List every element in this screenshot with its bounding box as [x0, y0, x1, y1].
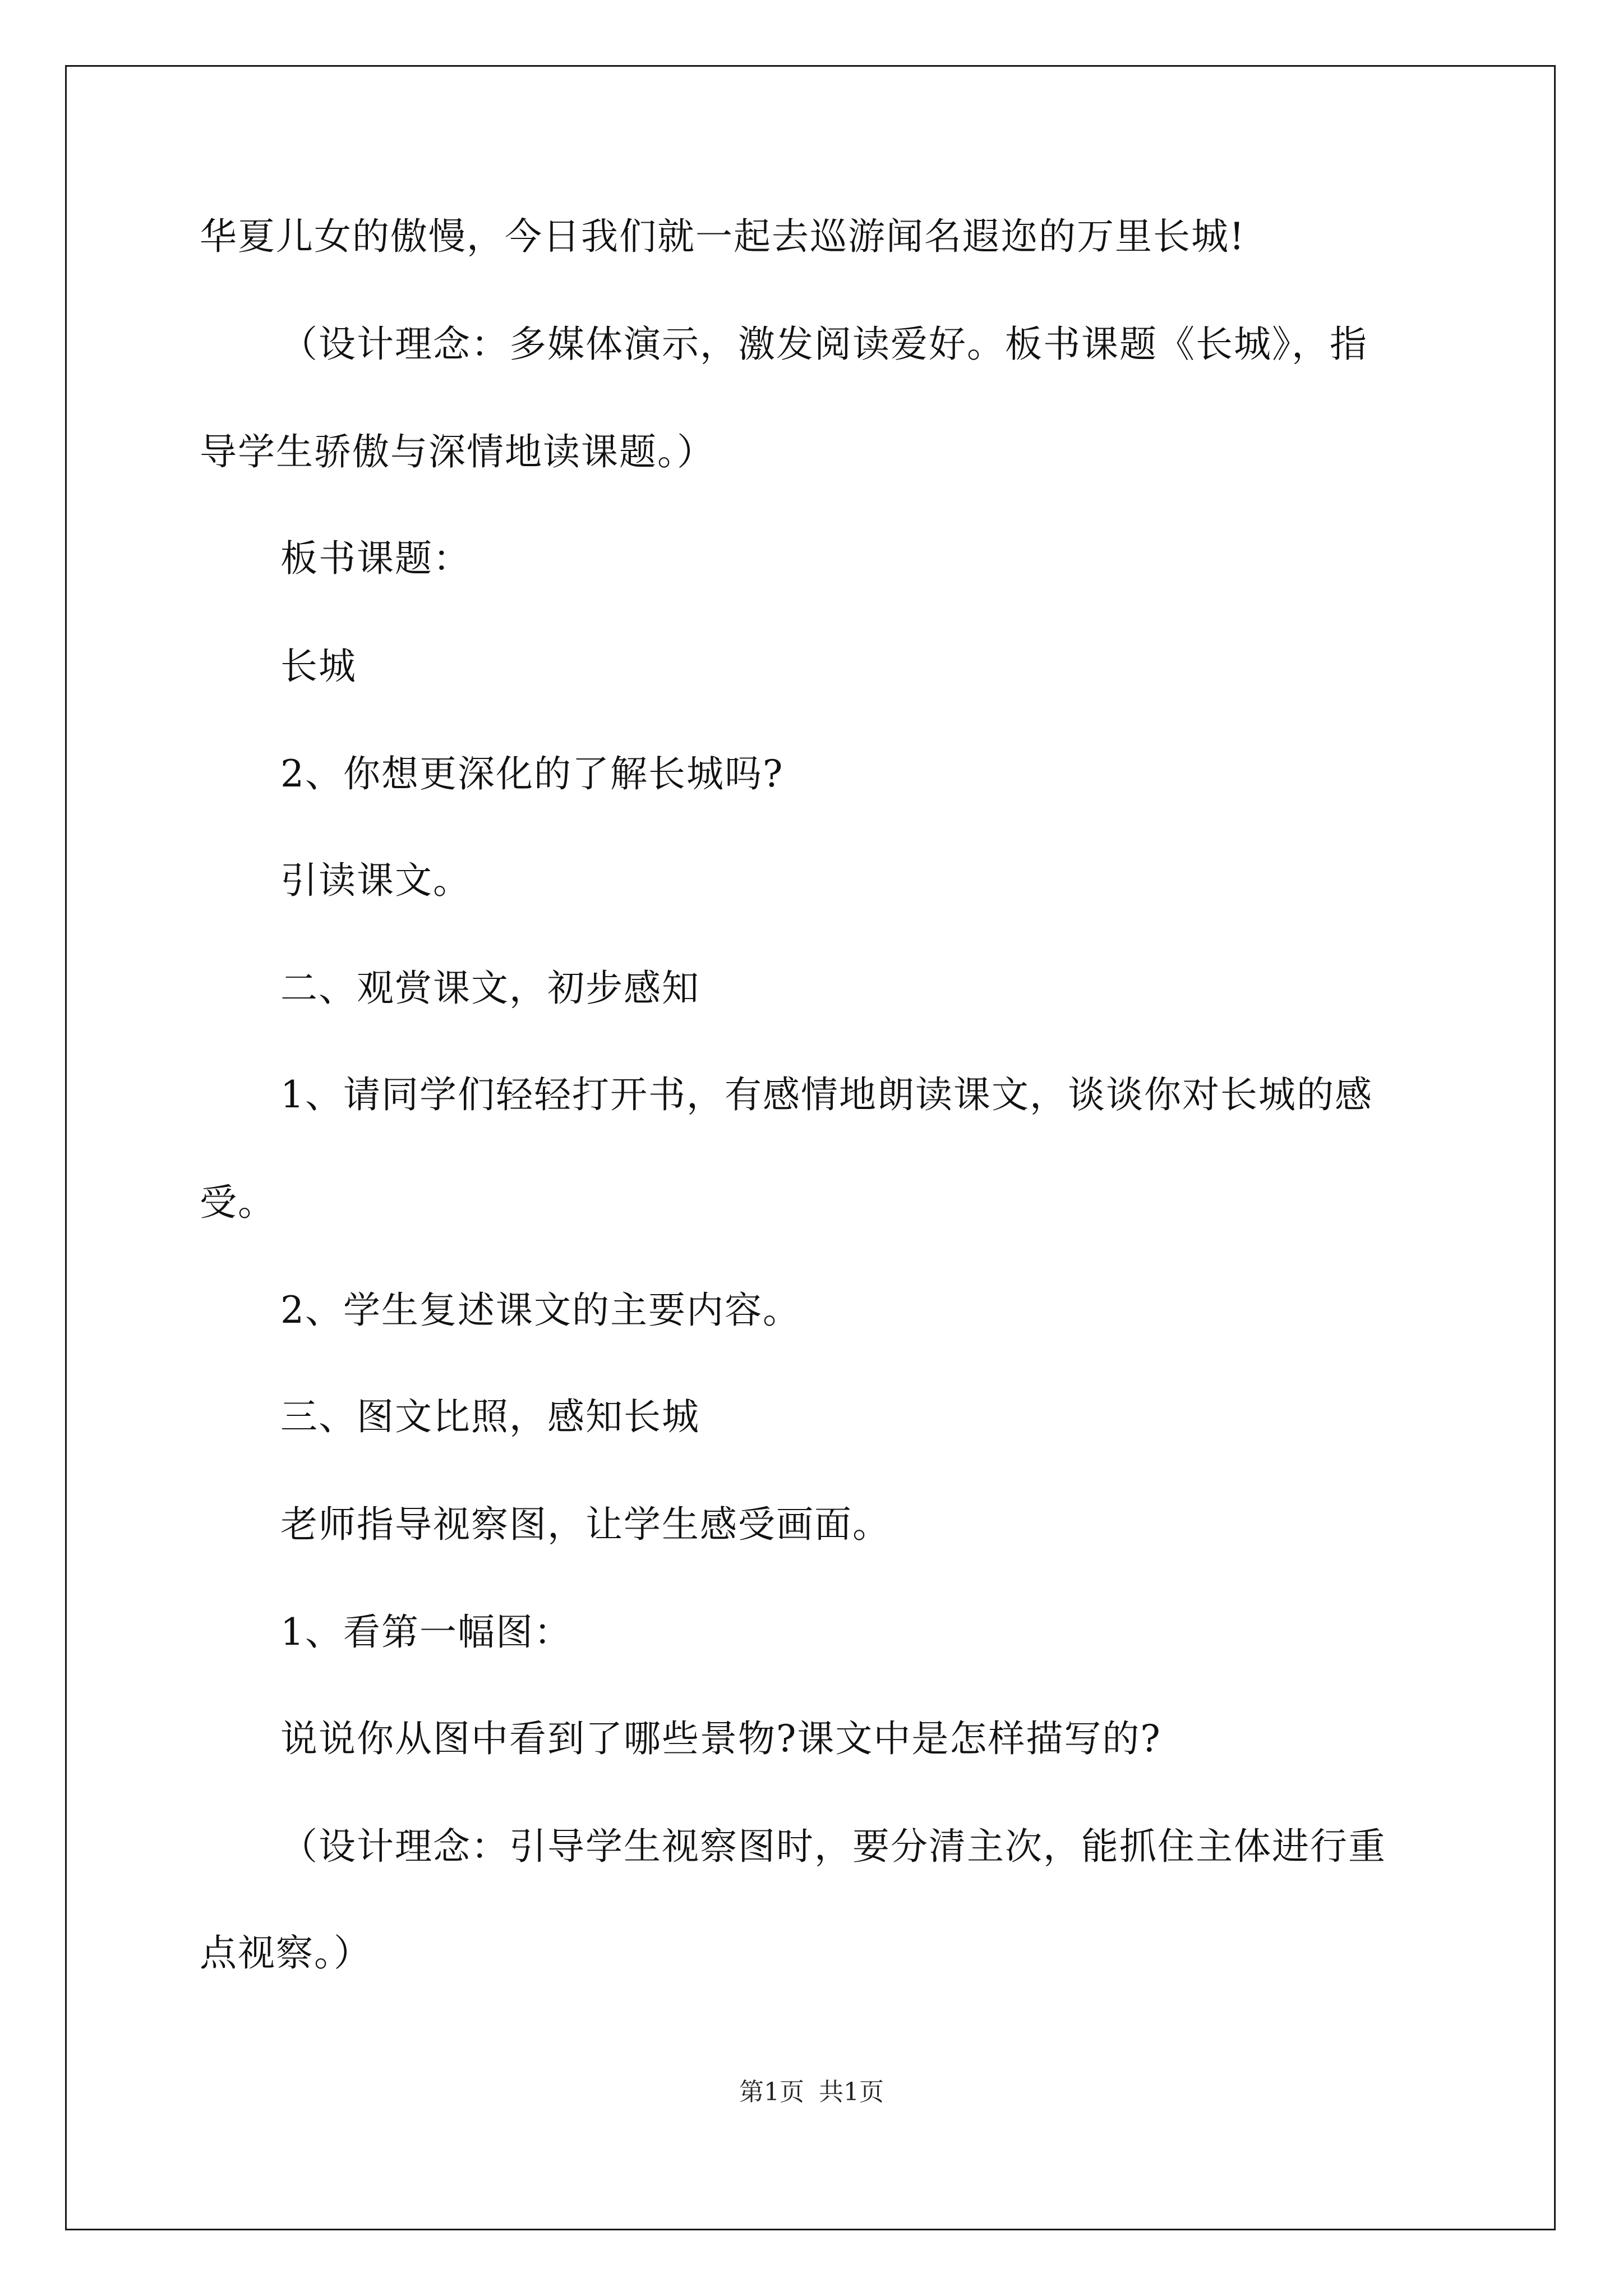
- page-number-total: 共1页: [819, 2078, 884, 2106]
- paragraph-line: 老师指导视察图，让学生感受画面。: [280, 1503, 891, 1546]
- paragraph-line: 导学生骄傲与深情地读课题。）: [200, 430, 715, 473]
- paragraph-line: 说说你从图中看到了哪些景物?课文中是怎样描写的?: [280, 1717, 1161, 1760]
- paragraph-line: 1、看第一幅图：: [280, 1611, 572, 1654]
- paragraph-line: （设计理念：引导学生视察图时，要分清主次，能抓住主体进行重: [280, 1825, 1386, 1868]
- page-border: [65, 65, 1556, 2230]
- paragraph-line: 长城: [280, 645, 357, 688]
- paragraph-line: 板书课题：: [280, 537, 471, 580]
- paragraph-line: 2、你想更深化的了解长城吗?: [280, 752, 784, 795]
- paragraph-line: 受。: [200, 1181, 276, 1224]
- paragraph-line: 1、请同学们轻轻打开书，有感情地朗读课文，谈谈你对长城的感: [280, 1073, 1373, 1116]
- page-number-current: 第1页: [739, 2078, 804, 2106]
- paragraph-line: 2、学生复述课文的主要内容。: [280, 1289, 801, 1332]
- page-footer: [0, 2076, 1623, 2109]
- paragraph-line: 三、图文比照，感知长城: [280, 1395, 700, 1438]
- paragraph-line: （设计理念：多媒体演示，激发阅读爱好。板书课题《长城》，指: [280, 323, 1368, 366]
- paragraph-line: 点视察。）: [200, 1931, 372, 1975]
- paragraph-line: 二、观赏课文，初步感知: [280, 967, 700, 1010]
- paragraph-line: 引读课文。: [280, 859, 471, 902]
- paragraph-line: 华夏儿女的傲慢，今日我们就一起去巡游闻名遐迩的万里长城!: [200, 215, 1246, 258]
